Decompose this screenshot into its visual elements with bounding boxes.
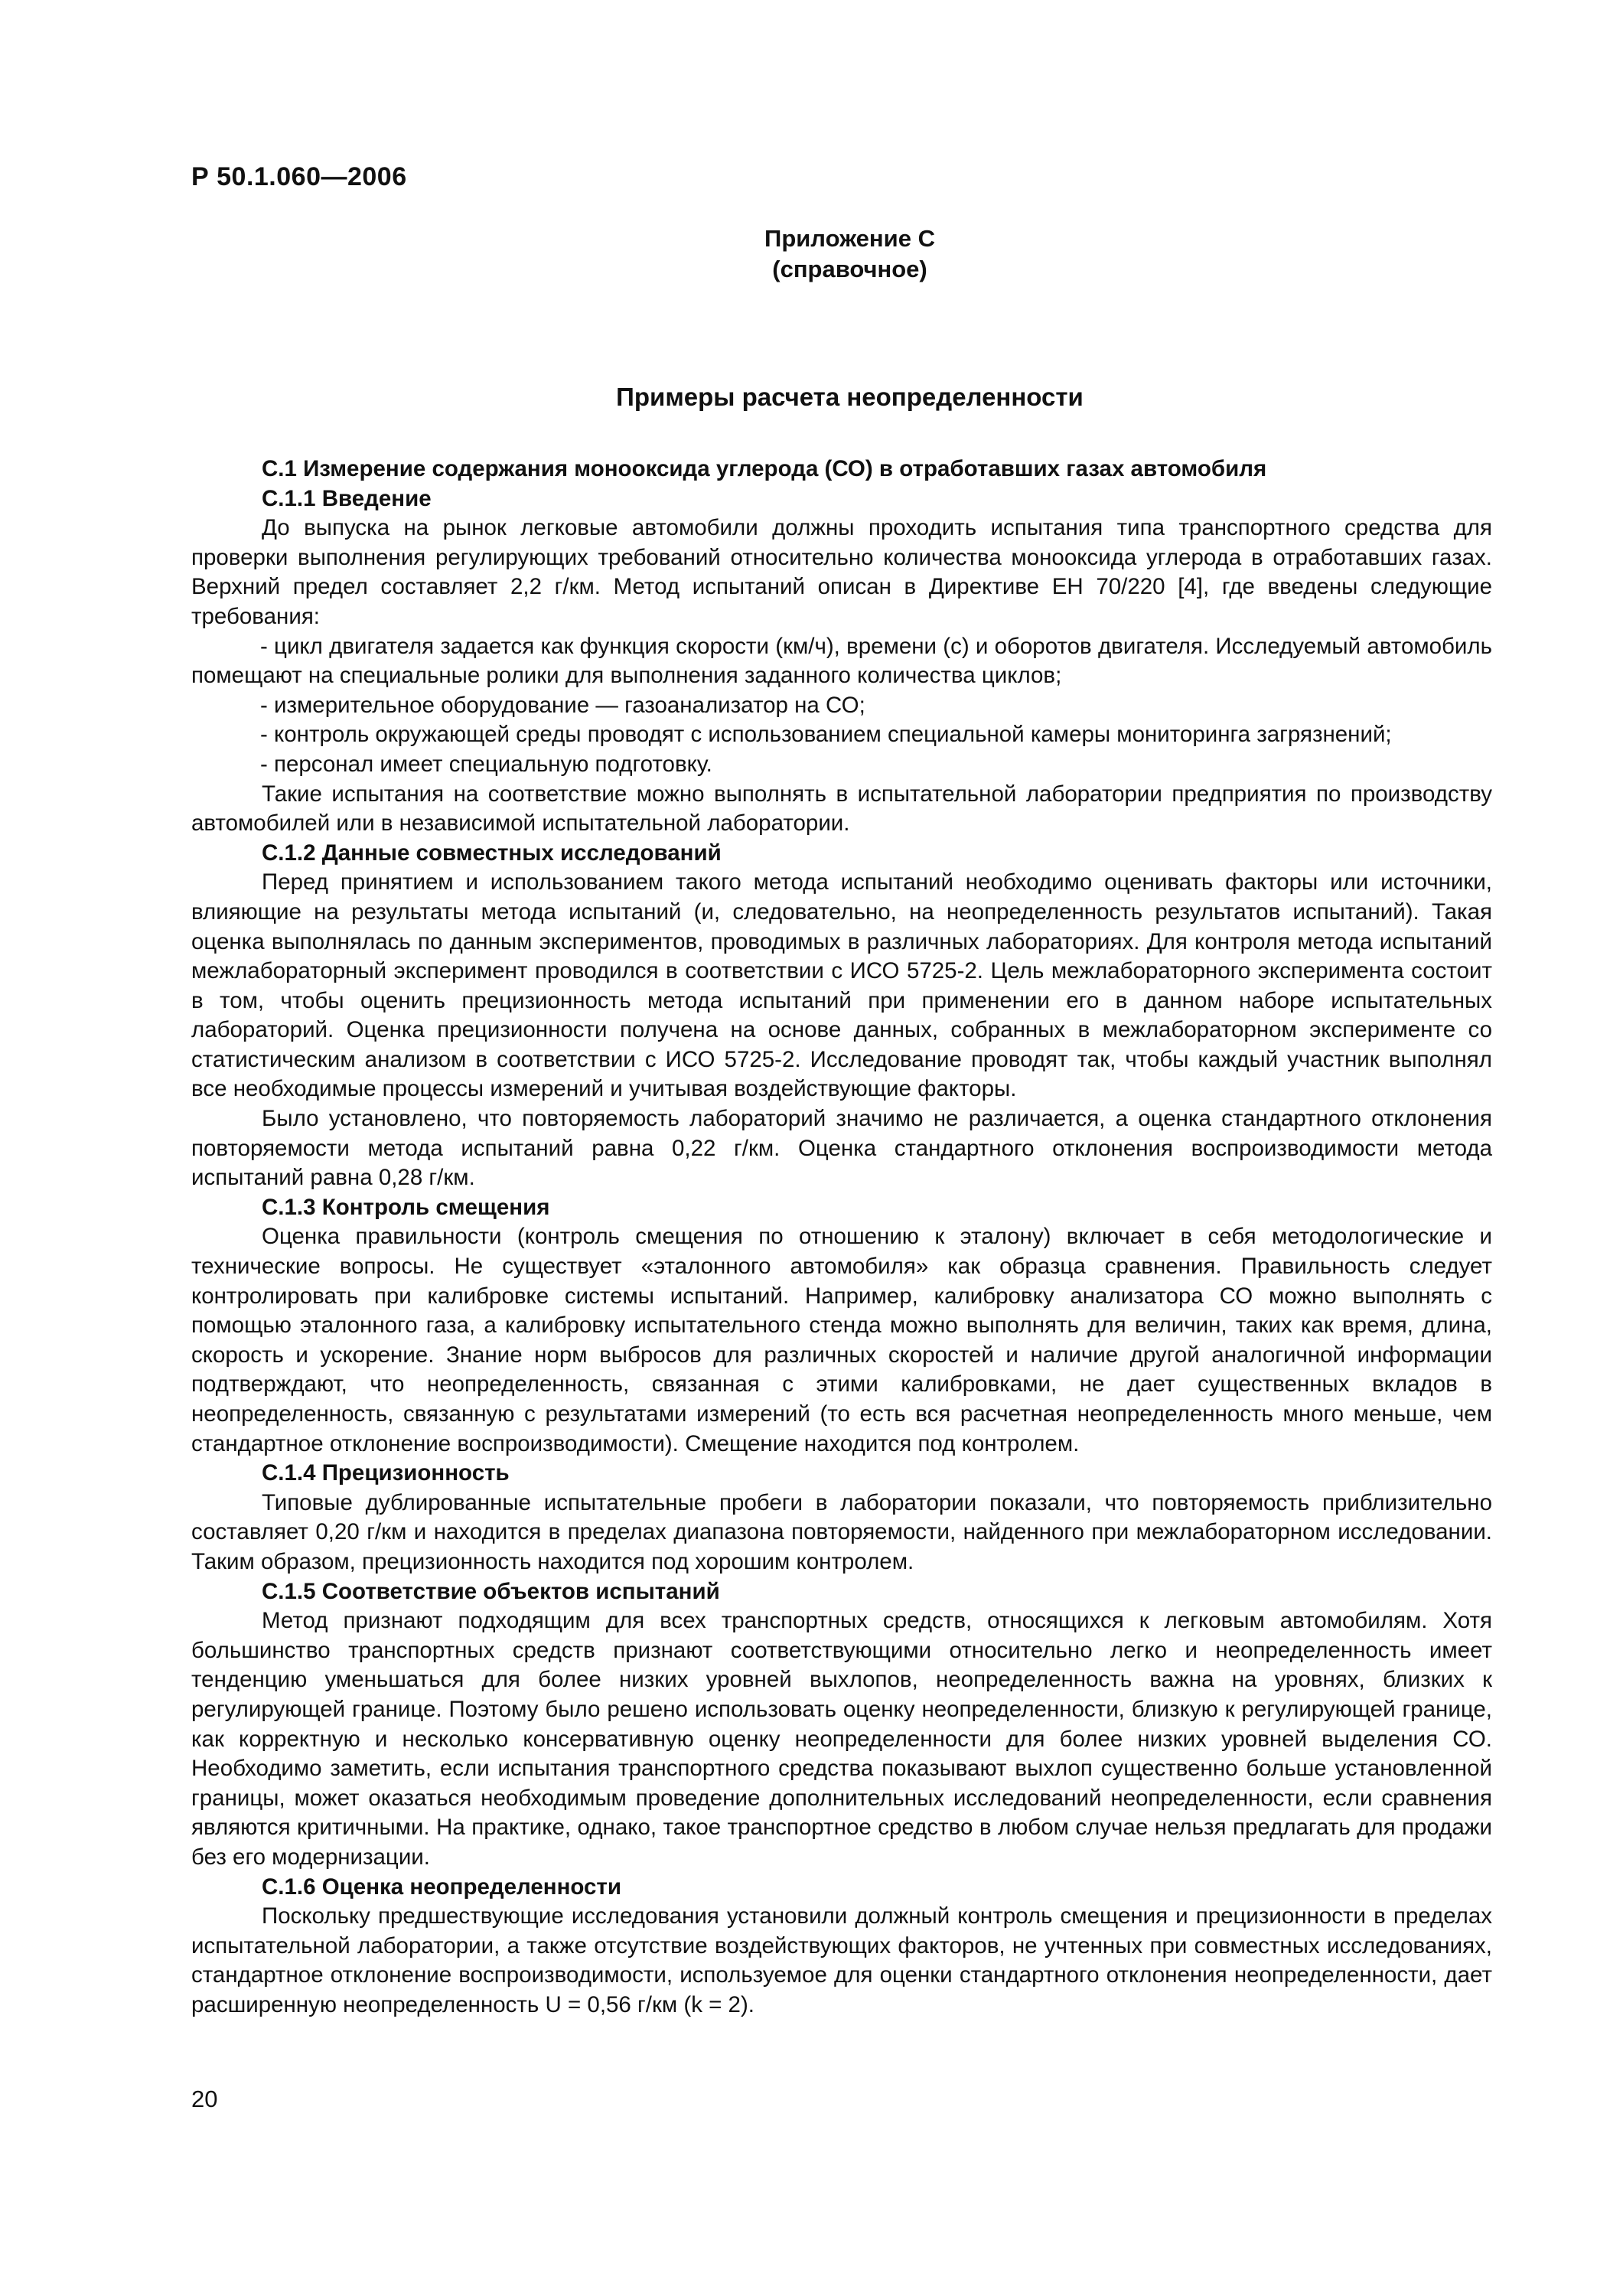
paragraph: Такие испытания на соответствие можно выполнять в испытательной лаборатории предприятия по производству автомобилей или в независимой испытательной лаборатории. — [191, 781, 1492, 837]
section-heading-c15: С.1.5 Соответствие объектов испытаний — [262, 1578, 720, 1604]
paragraph: Перед принятием и использованием такого метода испытаний необходимо оценивать факторы или источники, влияющие на результаты метода испытаний (и, следовательно, на неопределенность результатов испытаний). Такая оценка выполнялась по данным экспериментов, проводимых в различных лабораториях. Для контроля метода испытаний межлабораторный эксперимент проводился в соответствии с ИСО 5725-2. Цель межлабораторного эксперимента состоит в том, чтобы оценить прецизионность метода испытаний при применении его в данном наборе испытательных лабораторий. Оценка прецизионности получена на основе данных, собранных в межлабораторном эксперименте со статистическим анализом в соответствии с ИСО 5725-2. Исследование проводят так, чтобы каждый участник выполнял все необходимые процессы измерений и учитывая воздействующие факторы. — [191, 869, 1492, 1102]
list-item: - измерительное оборудование — газоанализатор на СО; — [260, 692, 865, 718]
document-body — [191, 455, 1492, 2020]
appendix-note: (справочное) — [772, 256, 927, 282]
section-heading-c11: С.1.1 Введение — [262, 485, 432, 511]
section-heading-c16: С.1.6 Оценка неопределенности — [262, 1874, 622, 1900]
appendix-heading — [0, 223, 1623, 285]
list-item: - контроль окружающей среды проводят с использованием специальной камеры мониторинга загрязнений; — [260, 722, 1392, 748]
paragraph: Было установлено, что повторяемость лабораторий значимо не различается, а оценка стандартного отклонения повторяемости метода испытаний равна 0,22 г/км. Оценка стандартного отклонения воспроизводимости метода испытаний равна 0,28 г/км. — [191, 1106, 1492, 1191]
section-heading-c1: С.1 Измерение содержания монооксида углерода (СО) в отработавших газах автомобиля — [262, 456, 1267, 481]
appendix-title: Приложение С — [764, 225, 935, 252]
section-heading-c12: С.1.2 Данные совместных исследований — [262, 840, 722, 866]
paragraph: Метод признают подходящим для всех транспортных средств, относящихся к легковым автомобилям. Хотя большинство транспортных средств признают соответствующими относительно легко и неопределенность имеет тенденцию уменьшаться для более низких уровней выхлопов, неопределенность важна на уровнях, близких к регулирующей границе. Поэтому было решено использовать оценку неопределенности, близкую к регулирующей границе, как корректную и несколько консервативную оценку неопределенности для более низких уровней выделения СО. Необходимо заметить, если испытания транспортного средства показывают выхлоп существенно больше установленной границы, может оказаться необходимым проведение дополнительных исследований неопределенности, если сравнения являются критичными. На практике, однако, такое транспортное средство в любом случае нельзя предлагать для продажи без его модернизации. — [191, 1608, 1492, 1870]
page-title: Примеры расчета неопределенности — [616, 383, 1084, 411]
document-code: Р 50.1.060—2006 — [191, 162, 407, 191]
page-number: 20 — [191, 2086, 218, 2112]
paragraph: Типовые дублированные испытательные пробеги в лаборатории показали, что повторяемость приблизительно составляет 0,20 г/км и находится в пределах диапазона повторяемости, найденного при межлабораторном исследовании. Таким образом, прецизионность находится под хорошим контролем. — [191, 1489, 1492, 1574]
section-heading-c13: С.1.3 Контроль смещения — [262, 1194, 550, 1220]
paragraph: Оценка правильности (контроль смещения по отношению к эталону) включает в себя методологические и технические вопросы. Не существует «эталонного автомобиля» как образца сравнения. Правильность следует контролировать при калибровке системы испытаний. Например, калибровку анализатора СО можно выполнять с помощью эталонного газа, а калибровку испытательного стенда можно выполнять для величин, таких как время, длина, скорость и ускорение. Знание норм выбросов для различных скоростей и наличие другой аналогичной информации подтверждают, что неопределенность, связанная с этими калибровками, не дает существенных вкладов в неопределенность, связанную с результатами измерений (то есть вся расчетная неопределенность много меньше, чем стандартное отклонение воспроизводимости). Смещение находится под контролем. — [191, 1224, 1492, 1456]
list-item: - цикл двигателя задается как функция скорости (км/ч), времени (с) и оборотов двигателя. Исследуемый автомобиль помещают на специальные ролики для выполнения заданного количества циклов; — [191, 633, 1492, 689]
paragraph: Поскольку предшествующие исследования установили должный контроль смещения и прецизионности в пределах испытательной лаборатории, а также отсутствие воздействующих факторов, не учтенных при совместных исследованиях, стандартное отклонение воспроизводимости, используемое для оценки стандартного отклонения неопределенности, дает расширенную неопределенность U = 0,56 г/км (k = 2). — [191, 1903, 1492, 2017]
paragraph: До выпуска на рынок легковые автомобили должны проходить испытания типа транспортного средства для проверки выполнения регулирующих требований относительно количества монооксида углерода в отработавших газах. Верхний предел составляет 2,2 г/км. Метод испытаний описан в Директиве ЕН 70/220 [4], где введены следующие требования: — [191, 515, 1492, 629]
list-item: - персонал имеет специальную подготовку. — [260, 751, 712, 777]
section-heading-c14: С.1.4 Прецизионность — [262, 1460, 510, 1486]
